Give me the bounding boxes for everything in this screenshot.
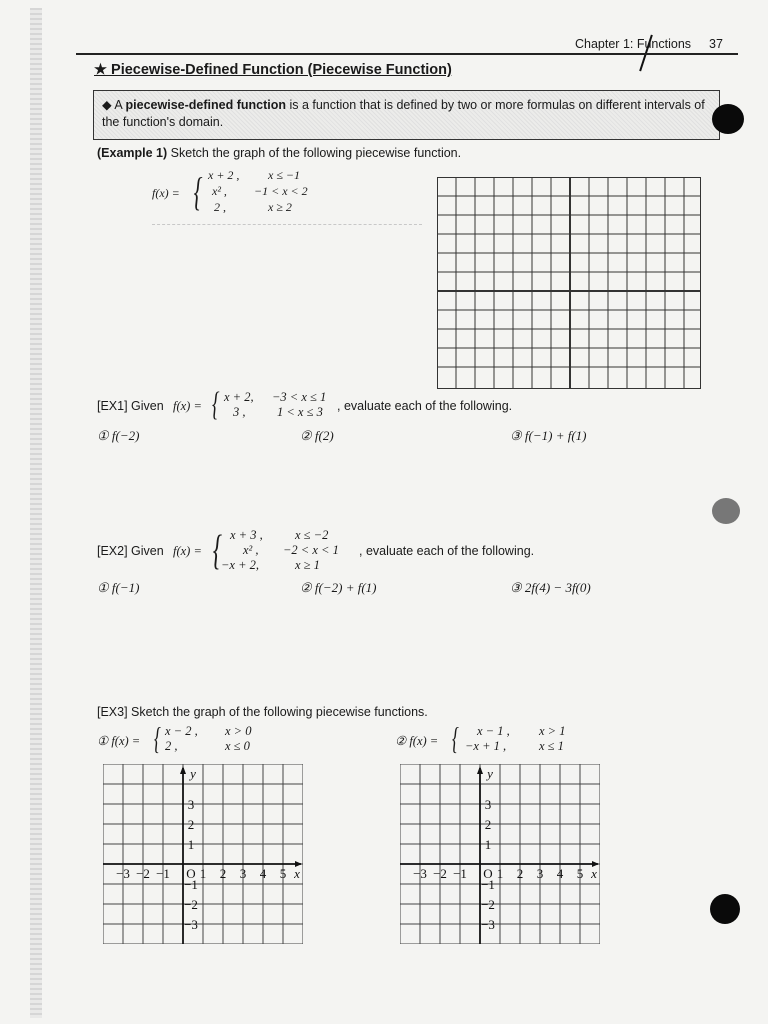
chapter-label: Chapter 1: Functions xyxy=(575,37,692,51)
axis-grid xyxy=(400,764,600,944)
y-axis-arrow-icon xyxy=(180,766,186,774)
x-tick-label: O xyxy=(186,866,196,881)
y-tick-label: 1 xyxy=(187,837,195,852)
ex3-part2: ② f(x) = { x − 1 , x > 1 −x + 1 , x ≤ 1 xyxy=(395,720,566,756)
ex3-graph-grid-1 xyxy=(103,764,303,944)
ex3-part1: ① f(x) = { x − 2 , x > 0 2 , x ≤ 0 xyxy=(97,720,252,756)
example1-text: Sketch the graph of the following piecewise function. xyxy=(170,146,462,160)
ex2-question-3: ③ 2f(4) − 3f(0) xyxy=(510,580,591,595)
ex2-question-2: ② f(−2) + f(1) xyxy=(300,580,377,595)
definition-text: ◆ A piecewise-defined function is a function that is defined by two or more formulas on different intervals of the function's domain. xyxy=(102,98,705,129)
brace-glyph: { xyxy=(153,720,161,756)
x-tick-label: −1 xyxy=(156,866,170,881)
binder-hole xyxy=(710,894,740,924)
ex1-question-2: ② f(2) xyxy=(300,428,334,443)
x-tick-label: −3 xyxy=(116,866,130,881)
y-tick-label: −2 xyxy=(481,897,495,912)
brace-glyph: { xyxy=(451,720,459,756)
x-tick-label: 4 xyxy=(556,866,564,881)
axis-grid xyxy=(103,764,303,944)
y-tick-label: 2 xyxy=(187,817,195,832)
definition-term: piecewise-defined function xyxy=(125,98,286,112)
binding-edge xyxy=(30,8,42,1018)
ex1-instruction: , evaluate each of the following. xyxy=(337,399,513,413)
x-tick-label: −2 xyxy=(433,866,447,881)
example1-label: (Example 1) xyxy=(97,146,168,160)
x-tick-label: 1 xyxy=(199,866,207,881)
x-tick-label: 2 xyxy=(516,866,524,881)
x-axis-label: x xyxy=(591,866,597,881)
y-tick-label: −3 xyxy=(481,917,495,932)
y-tick-label: 2 xyxy=(484,817,492,832)
brace-glyph: { xyxy=(212,386,220,423)
y-axis-label: y xyxy=(487,766,493,781)
binder-hole xyxy=(712,498,740,524)
y-tick-label: −1 xyxy=(481,877,495,892)
ex2-label: [EX2] Given xyxy=(97,544,164,558)
diamond-icon: ◆ xyxy=(102,98,112,112)
ex1-label: [EX1] Given xyxy=(97,399,164,413)
x-tick-label: 1 xyxy=(496,866,504,881)
example1-graph-grid xyxy=(437,177,701,389)
y-tick-label: −3 xyxy=(184,917,198,932)
y-tick-label: 3 xyxy=(484,797,492,812)
blank-grid xyxy=(437,177,701,389)
y-tick-label: 3 xyxy=(187,797,195,812)
y-axis-arrow-icon xyxy=(477,766,483,774)
ex2-question-1: ① f(−1) xyxy=(97,580,140,595)
ex3-prompt: [EX3] Sketch the graph of the following piecewise functions. xyxy=(97,705,428,719)
ex1-prompt: [EX1] Given f(x) = { x + 2, −3 < x ≤ 1 3 , 1 < x ≤ 3 , evaluate each of the following. xyxy=(97,386,513,423)
brace-glyph: { xyxy=(193,169,203,214)
page-number: 37 xyxy=(709,37,723,51)
definition-box xyxy=(93,90,720,140)
y-tick-label: −1 xyxy=(184,877,198,892)
x-tick-label: 2 xyxy=(219,866,227,881)
ex2-prompt: [EX2] Given f(x) = { x + 3 , x ≤ −2 x² , −2 < x < 1 −x + 2, x ≥ 1 , evaluate each of the following. xyxy=(97,528,535,574)
x-tick-label: 5 xyxy=(279,866,287,881)
x-tick-label: 3 xyxy=(239,866,247,881)
y-tick-label: −2 xyxy=(184,897,198,912)
example1-divider xyxy=(152,224,422,225)
y-axis-label: y xyxy=(190,766,196,781)
header-rule xyxy=(76,53,738,55)
ex1-question-1: ① f(−2) xyxy=(97,428,140,443)
x-tick-label: −1 xyxy=(453,866,467,881)
brace-glyph: { xyxy=(212,528,223,574)
x-axis-label: x xyxy=(294,866,300,881)
binder-hole xyxy=(712,104,744,134)
ex3-graph-grid-2 xyxy=(400,764,600,944)
example1-prompt xyxy=(97,146,461,160)
ex2-instruction: , evaluate each of the following. xyxy=(359,544,535,558)
x-tick-label: 4 xyxy=(259,866,267,881)
x-tick-label: 5 xyxy=(576,866,584,881)
example1-function: f(x) = { x + 2 , x ≤ −1 x² , −1 < x < 2 2 , x ≥ 2 xyxy=(152,168,308,214)
x-tick-label: O xyxy=(483,866,493,881)
ex1-question-3: ③ f(−1) + f(1) xyxy=(510,428,587,443)
y-tick-label: 1 xyxy=(484,837,492,852)
section-title: ★ Piecewise-Defined Function (Piecewise Function) xyxy=(94,62,452,78)
x-tick-label: −2 xyxy=(136,866,150,881)
x-tick-label: −3 xyxy=(413,866,427,881)
x-tick-label: 3 xyxy=(536,866,544,881)
